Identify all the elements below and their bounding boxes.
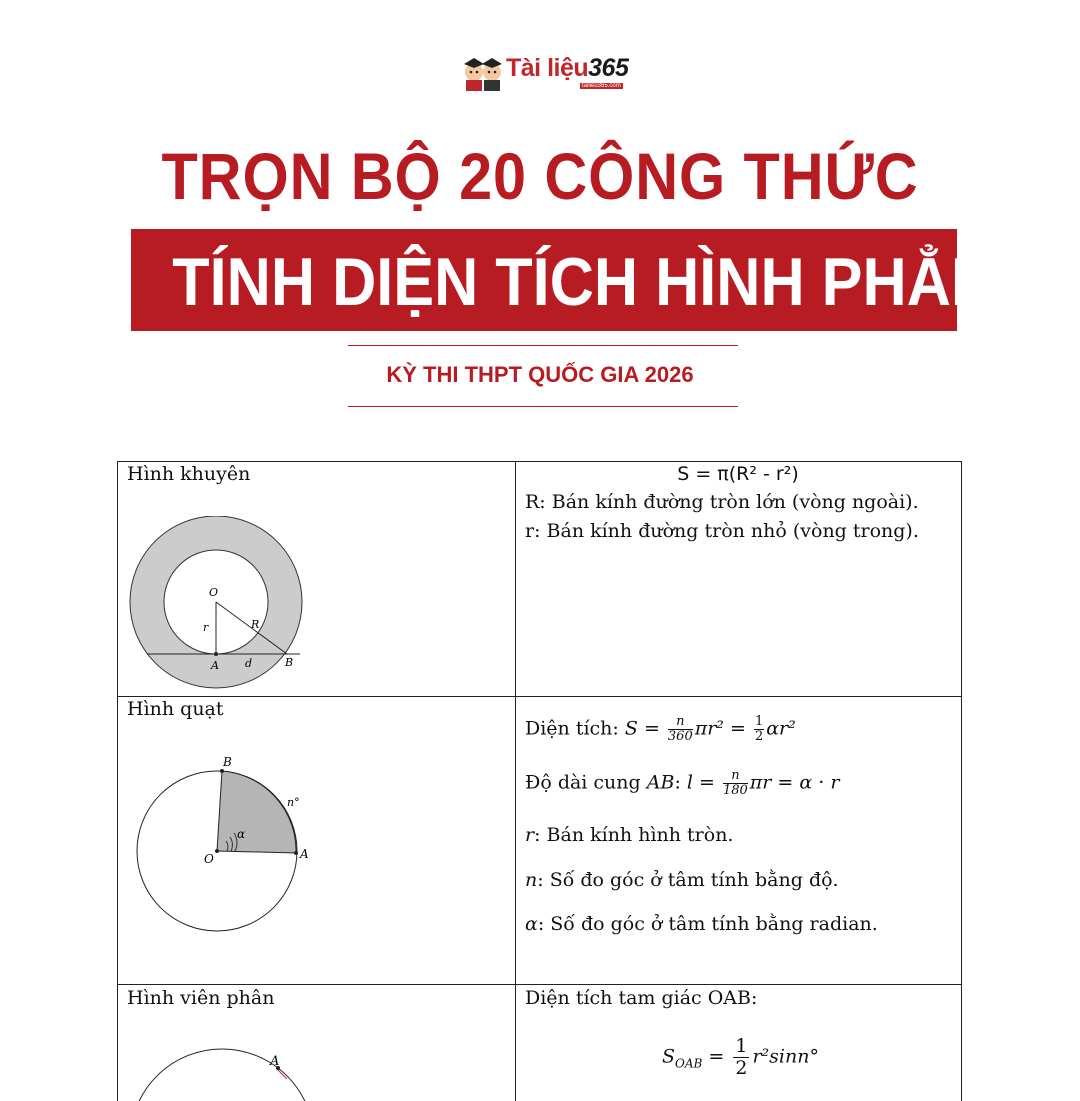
sector-area-formula: Diện tích: S = $\frac{n}{360}$ πr² = $\frac{1}{2}$ αr² <box>525 714 796 744</box>
label-a: A <box>211 659 219 672</box>
title-banner <box>131 229 1043 331</box>
subtitle: KỲ THI THPT QUỐC GIA 2026 <box>386 362 694 387</box>
divider-top <box>348 345 738 346</box>
label-a: A <box>270 1054 280 1069</box>
label-b: B <box>223 755 232 769</box>
logo-sub: tailieu365.com <box>582 83 621 89</box>
sector-note-n: n: Số đo góc ở tâm tính bằng độ. <box>525 869 839 891</box>
row-name-annulus: Hình khuyên <box>127 463 251 485</box>
table-border <box>117 461 962 462</box>
table-border <box>961 461 962 1101</box>
label-b: B <box>285 656 294 669</box>
label-d: d <box>245 657 253 670</box>
formula-table <box>117 461 962 1101</box>
annulus-note-2: r: Bán kính đường tròn nhỏ (vòng trong). <box>525 520 919 542</box>
column-divider <box>515 461 516 1101</box>
segment-figure <box>127 1041 327 1101</box>
sector-note-alpha: α: Số đo góc ở tâm tính bằng radian. <box>525 913 878 935</box>
segment-triangle-formula: $S_{OAB}$ = $\frac{1}{2} r^2\sin n^\circ$ <box>662 1035 819 1079</box>
label-o: O <box>204 852 214 866</box>
row-divider <box>117 984 962 985</box>
annulus-formula: S = π(R² - r²) <box>677 463 799 485</box>
logo-text: Tài liệu365 <box>506 54 629 82</box>
sector-note-r: r: Bán kính hình tròn. <box>525 824 734 846</box>
title-line-2: TÍNH DIỆN TÍCH HÌNH PHẲNG <box>172 244 1043 320</box>
label-o: O <box>209 586 219 599</box>
annulus-note-1: R: Bán kính đường tròn lớn (vòng ngoài). <box>525 491 919 513</box>
logo-mascot-icon <box>462 50 506 92</box>
label-big-r: R <box>251 618 260 631</box>
sector-figure <box>127 751 327 941</box>
annulus-figure <box>125 516 315 696</box>
label-alpha: α <box>237 827 246 841</box>
row-name-sector: Hình quạt <box>127 698 224 720</box>
segment-triangle-label: Diện tích tam giác OAB: <box>525 987 758 1009</box>
row-name-segment: Hình viên phân <box>127 987 275 1009</box>
table-border <box>117 461 118 1101</box>
divider-bottom <box>348 406 738 407</box>
row-divider <box>117 696 962 697</box>
label-n-degree: n° <box>287 796 300 809</box>
label-r: r <box>203 621 209 634</box>
title-line-1: TRỌN BỘ 20 CÔNG THỨC <box>161 139 919 213</box>
logo <box>462 50 629 92</box>
sector-arc-formula: Độ dài cung AB: l = $\frac{n}{180}$ πr = α · r <box>525 768 840 798</box>
logo-number: 365 <box>588 54 629 82</box>
label-a: A <box>300 847 309 861</box>
